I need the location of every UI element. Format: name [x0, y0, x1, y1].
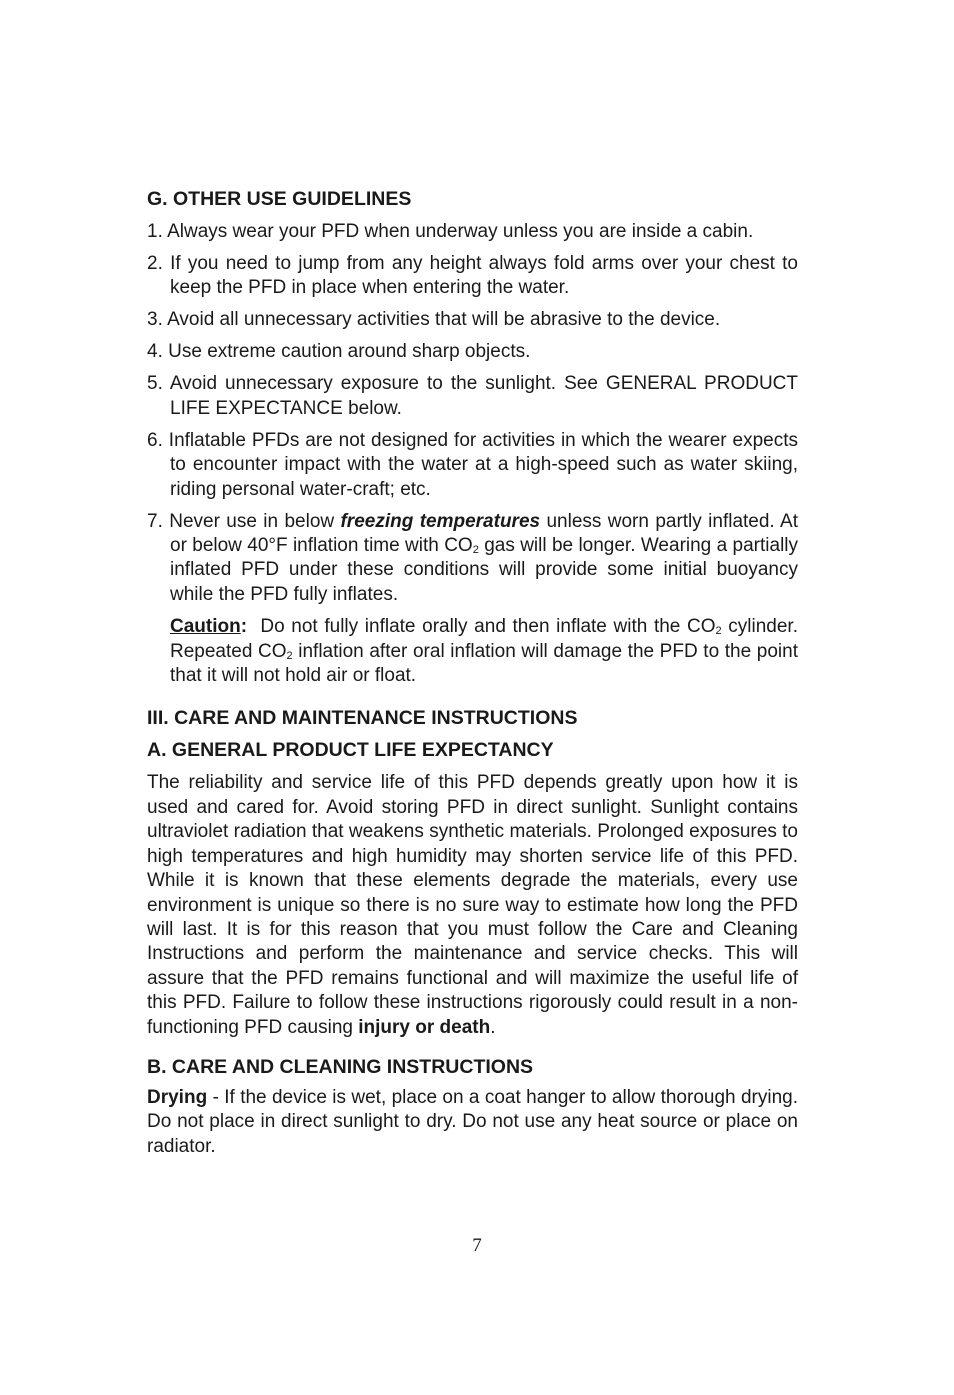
- injury-or-death-emphasis: injury or death: [358, 1016, 491, 1038]
- caution-colon: :: [240, 616, 248, 638]
- subscript-2: 2: [286, 649, 293, 662]
- caution-label: Caution: [170, 616, 241, 638]
- list-item: [147, 340, 798, 364]
- caution-text-part: inflation after oral inflation will damage the PFD to the point that it will not hold air or float.: [170, 640, 798, 687]
- item-number: 2.: [147, 253, 163, 274]
- item-text: Avoid all unnecessary activities that will be abrasive to the device.: [167, 309, 721, 331]
- caution-text-part: Do not fully inflate orally and then inflate with the CO: [247, 616, 716, 638]
- page-number: 7: [472, 1235, 482, 1256]
- section-a-text: The reliability and service life of this PFD depends greatly upon how it is used and cared for. Avoid storing PFD in direct sunlight. Sunlight contains ultraviolet radiation that weakens synthetic materials. Prolonged exposures to high temperatures and high humidity may shorten service life of this PFD. While it is known that these elements degrade the materials, every use environment is unique so there is no sure way to estimate how long the PFD will last. It is for this reason that you must follow the Care and Cleaning Instructions and perform the maintenance and service checks. This will assure that the PFD remains functional and will maximize the useful life of this PFD. Failure to follow these instructions rigorously could result in a non-functioning PFD causing: [147, 772, 798, 1038]
- list-item: [147, 220, 798, 244]
- item-number: 3.: [147, 309, 163, 331]
- item-text-part: unless worn partly inflated. At or below 40°F inflation time with CO: [170, 510, 798, 557]
- item-text: Avoid unnecessary exposure to the sunlight. See GENERAL PRODUCT LIFE EXPECTANCE below.: [169, 373, 798, 419]
- list-item: [147, 308, 798, 332]
- section-b-heading: B. CARE AND CLEANING INSTRUCTIONS: [147, 1055, 534, 1078]
- item-number: 7.: [147, 510, 163, 532]
- caution-note: [170, 615, 798, 688]
- item-text-part: gas will be longer. Wearing a partially inflated PFD under these conditions will provide some initial buoyancy while the PFD fully inflates.: [170, 535, 799, 605]
- item-text: Use extreme caution around sharp objects.: [168, 341, 531, 363]
- item-number: 5.: [147, 373, 163, 395]
- item-number: 1.: [147, 221, 163, 242]
- item-text: Inflatable PFDs are not designed for activities in which the wearer expects to encounter impact with the water at a high-speed such as water skiing, riding personal water-craft; etc.: [168, 429, 798, 500]
- item-number: 4.: [147, 341, 163, 363]
- drying-label: Drying: [147, 1086, 208, 1108]
- section-a-heading: A. GENERAL PRODUCT LIFE EXPECTANCY: [147, 739, 554, 762]
- freezing-temperatures-emphasis: freezing temperatures: [340, 510, 541, 532]
- list-item: [147, 372, 798, 421]
- section-g-heading: G. OTHER USE GUIDELINES: [147, 188, 412, 210]
- subscript-2: 2: [472, 544, 479, 557]
- item-text: If you need to jump from any height always fold arms over your chest to keep the PFD in place when entering the water.: [170, 253, 799, 299]
- guidelines-list: [147, 220, 798, 607]
- section-iii-heading: III. CARE AND MAINTENANCE INSTRUCTIONS: [147, 707, 578, 730]
- list-item: [147, 252, 798, 301]
- section-b-text: - If the device is wet, place on a coat hanger to allow thorough drying. Do not place in direct sunlight to dry. Do not use any heat source or place on radiator.: [147, 1086, 798, 1157]
- section-a-end: .: [490, 1016, 496, 1038]
- item-number: 6.: [147, 429, 163, 451]
- document-page: [147, 186, 798, 1159]
- subscript-2: 2: [715, 625, 722, 638]
- section-b-body: [147, 1086, 798, 1159]
- item-text: Always wear your PFD when underway unless you are inside a cabin.: [167, 221, 754, 242]
- section-a-body: [147, 771, 798, 1039]
- item-text-part: Never use in below: [169, 510, 335, 532]
- list-item: [147, 429, 798, 502]
- caution-text-part: cylinder. Repeated CO: [170, 616, 798, 662]
- list-item-freezing: [147, 510, 798, 608]
